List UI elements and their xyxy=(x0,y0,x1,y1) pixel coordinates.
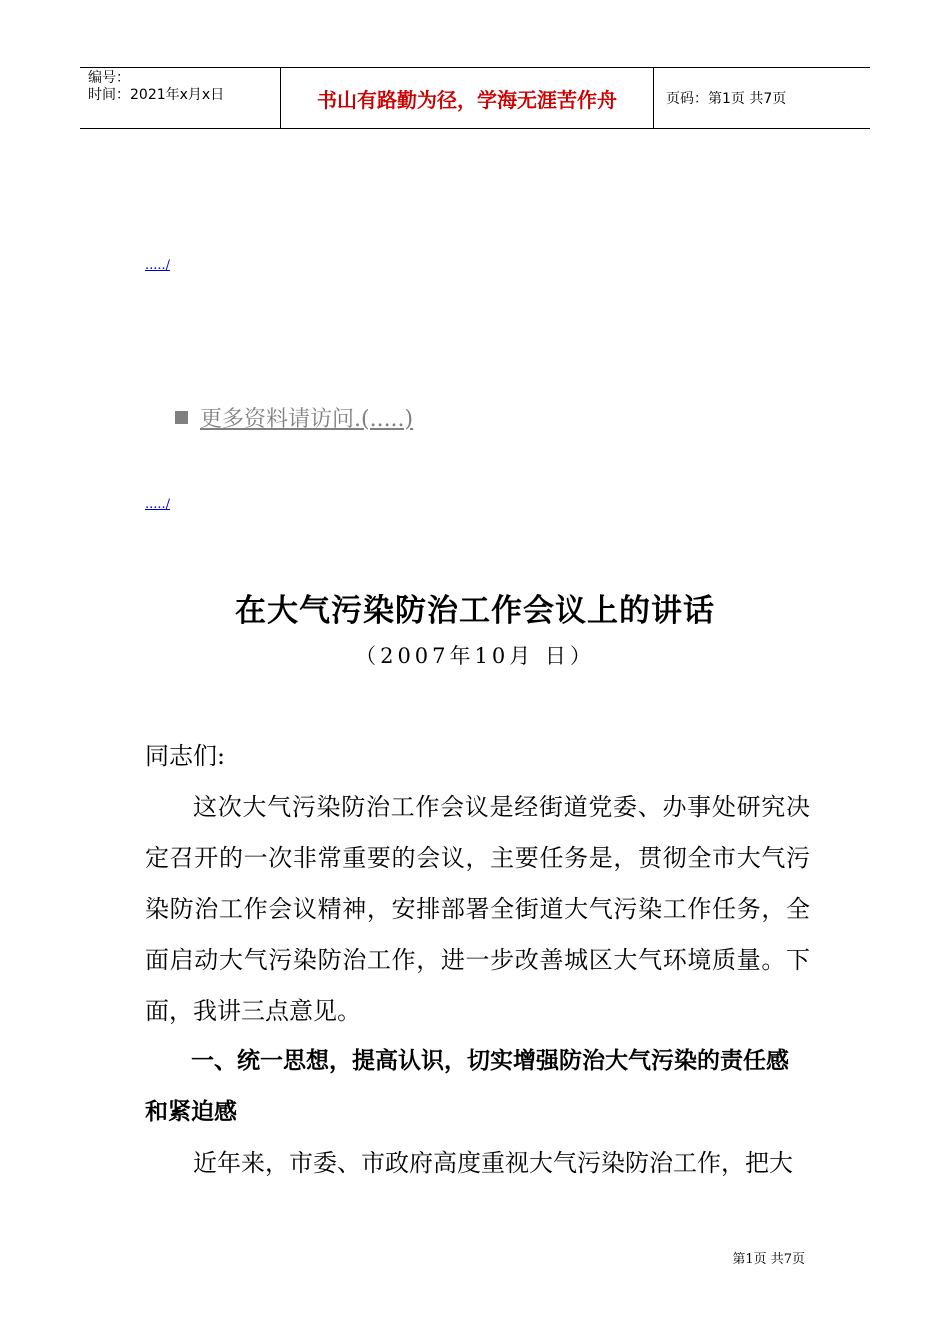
more-resources-link[interactable]: 更多资料请访问.(.....) xyxy=(200,407,414,432)
square-bullet-icon xyxy=(175,411,188,424)
top-link[interactable]: ...../ xyxy=(145,258,171,273)
time-label: 时间：2021年x月x日 xyxy=(88,87,225,103)
bottom-link[interactable]: ...../ xyxy=(145,497,171,512)
salutation: 同志们: xyxy=(145,742,226,770)
document-date: （2007年10月 日） xyxy=(355,644,595,668)
paragraph-2: 近年来，市委、市政府高度重视大气污染防治工作，把大 xyxy=(193,1149,793,1177)
more-resources-row xyxy=(175,402,413,433)
header-page-cell xyxy=(654,68,870,128)
header-table xyxy=(80,67,870,129)
footer-page-number: 第1页 共7页 xyxy=(732,1252,805,1267)
paragraph-1: 这次大气污染防治工作会议是经街道党委、办事处研究决定召开的一次非常重要的会议，主要任务是，贯彻全市大气污染防治工作会议精神，安排部署全街道大气污染工作任务，全面启动大气污染防治工作，进一步改善城区大气环境质量。下面，我讲三点意见。 xyxy=(145,793,810,1025)
header-motto-cell xyxy=(281,68,654,128)
page-label: 页码：第1页 共7页 xyxy=(666,91,787,107)
document-title: 在大气污染防治工作会议上的讲话 xyxy=(235,593,715,629)
motto-text: 书山有路勤为径，学海无涯苦作舟 xyxy=(317,87,617,112)
serial-label: 编号： xyxy=(88,70,130,86)
header-info-cell xyxy=(80,68,281,128)
section-heading-1: 一、统一思想，提高认识，切实增强防治大气污染的责任感和紧迫感 xyxy=(145,1048,789,1125)
